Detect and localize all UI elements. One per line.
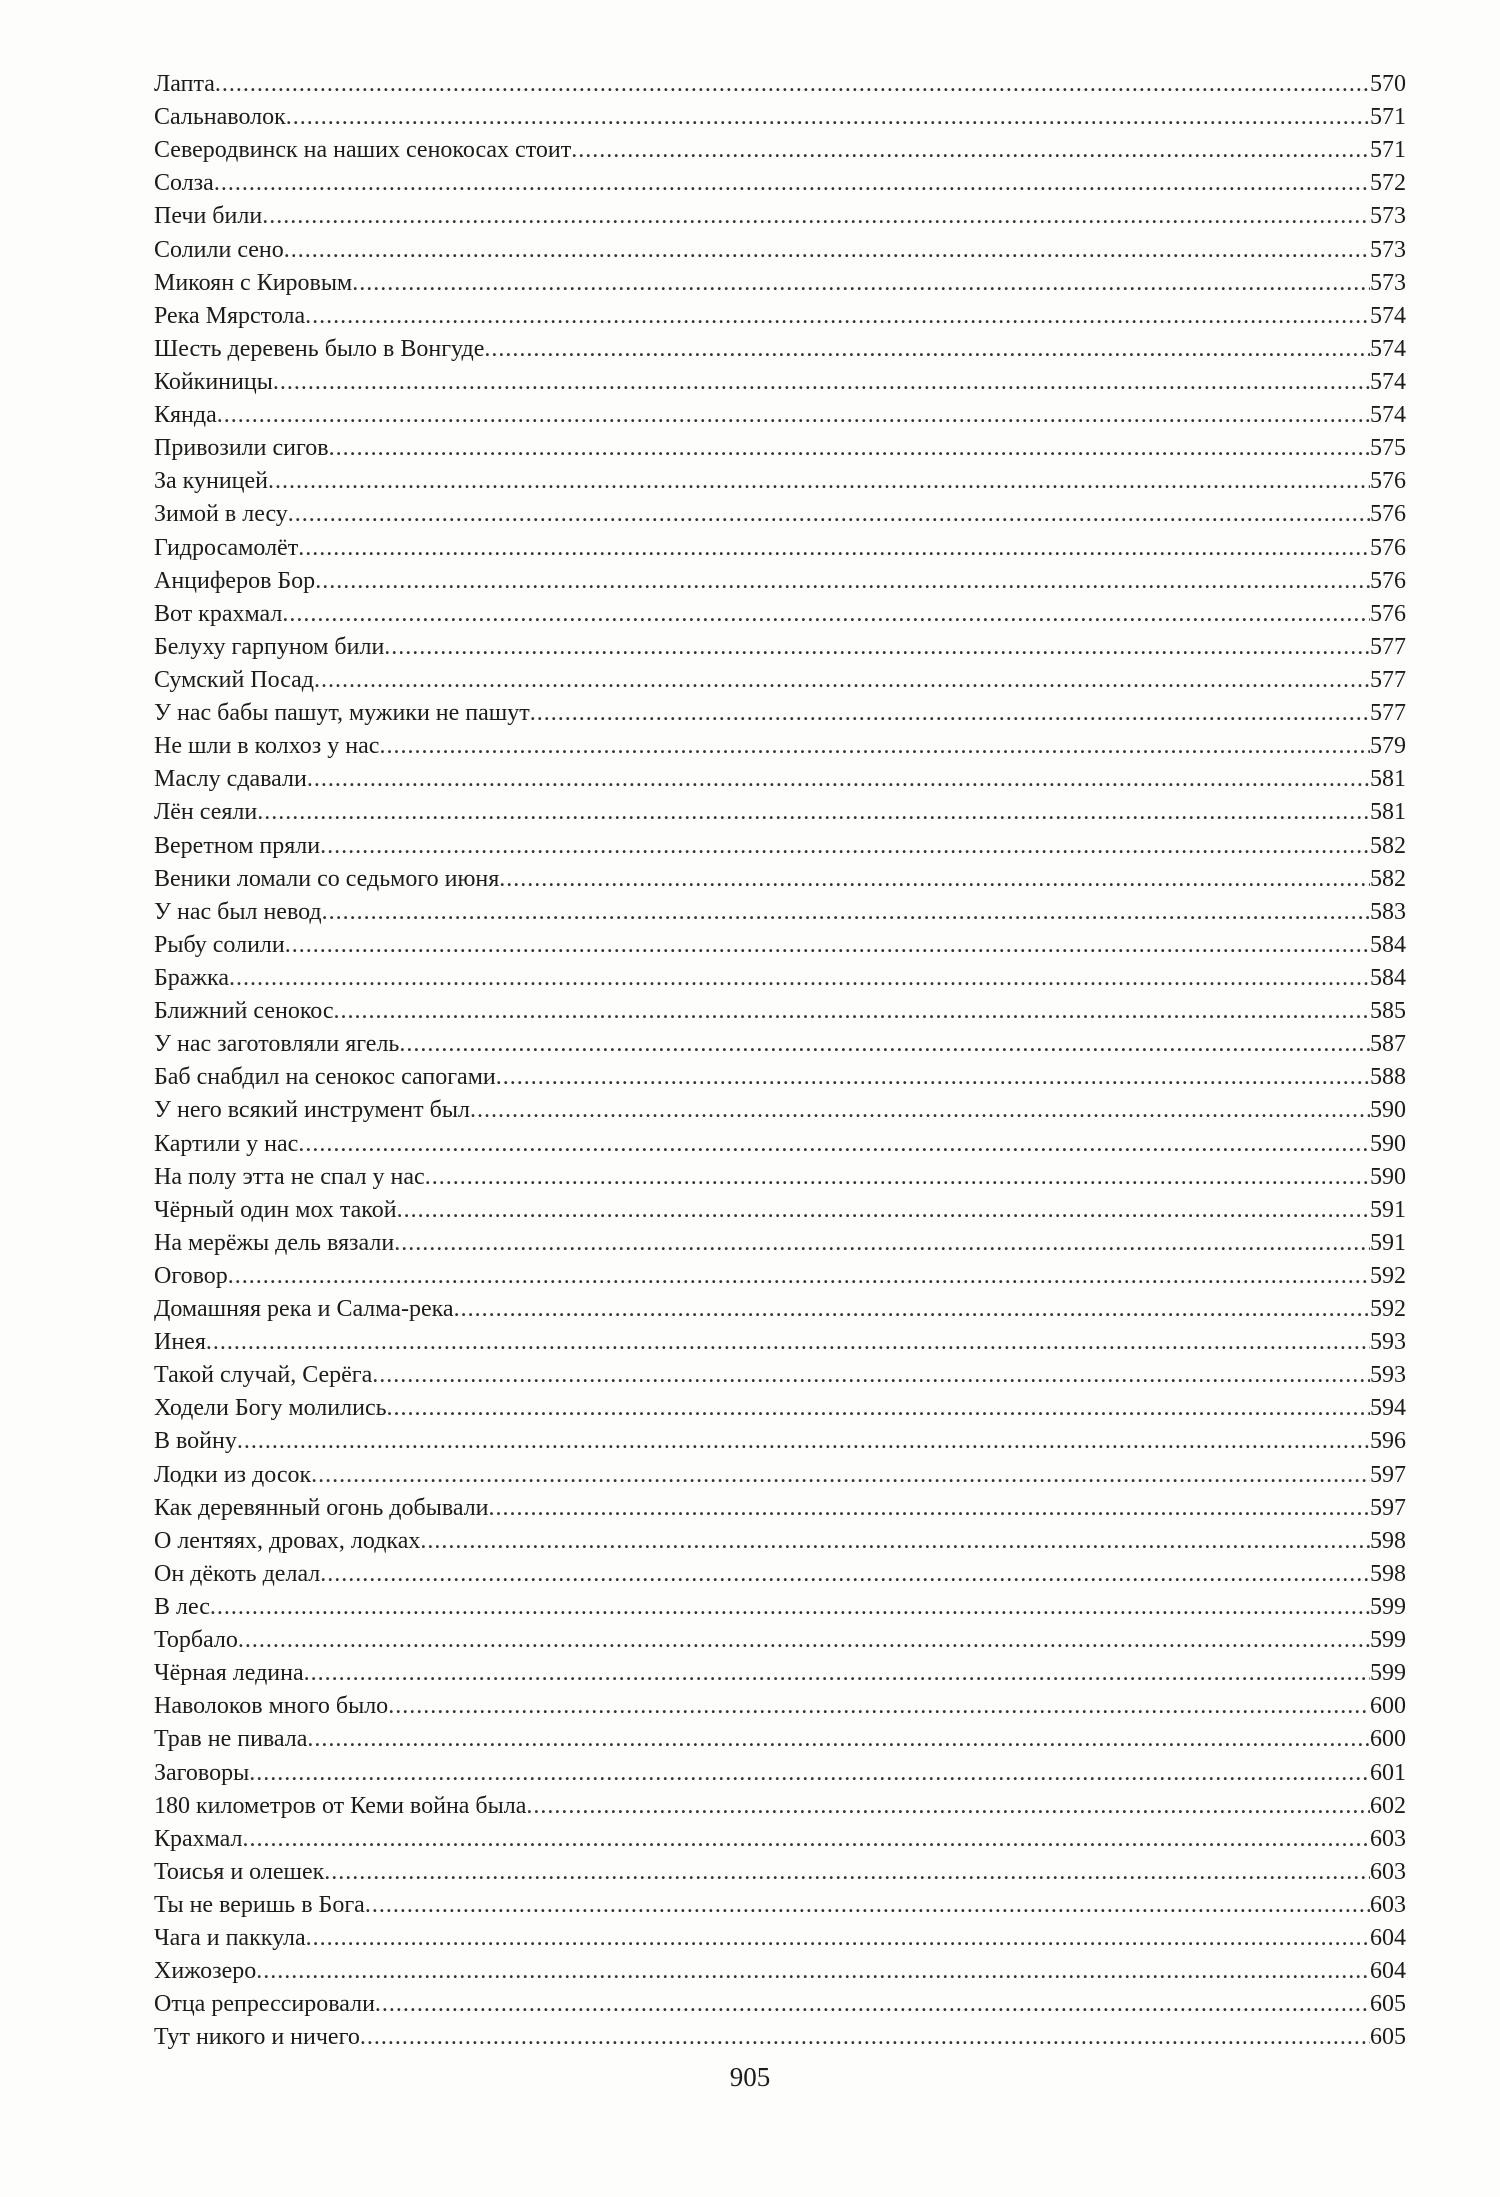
toc-entry <box>154 498 1406 531</box>
toc-entry-title: Торбало <box>154 1627 238 1654</box>
toc-entry <box>154 1094 1406 1127</box>
dot-leader <box>372 1359 1370 1392</box>
toc-entry-page: 573 <box>1370 203 1406 230</box>
toc-entry <box>154 1227 1406 1260</box>
toc-entry-title: Чага и паккула <box>154 1925 306 1952</box>
dot-leader <box>315 565 1370 598</box>
dot-leader <box>214 167 1370 200</box>
dot-leader <box>384 631 1370 664</box>
dot-leader <box>285 929 1370 962</box>
dot-leader <box>329 432 1370 465</box>
toc-entry <box>154 465 1406 498</box>
toc-entry <box>154 796 1406 829</box>
dot-leader <box>425 1161 1370 1194</box>
toc-entry-page: 594 <box>1370 1395 1406 1422</box>
toc-entry <box>154 1128 1406 1161</box>
dot-leader <box>571 134 1370 167</box>
dot-leader <box>298 532 1370 565</box>
toc-entry-title: Крахмал <box>154 1825 243 1852</box>
toc-entry-title: Печи били <box>154 203 263 230</box>
dot-leader <box>307 1723 1370 1756</box>
toc-entry-page: 576 <box>1370 534 1406 561</box>
dot-leader <box>322 896 1370 929</box>
toc-entry-page: 597 <box>1370 1494 1406 1521</box>
toc-entry <box>154 1624 1406 1657</box>
toc-entry <box>154 1161 1406 1194</box>
dot-leader <box>282 598 1370 631</box>
toc-entry <box>154 1988 1406 2021</box>
toc-entry-title: Солза <box>154 170 214 197</box>
toc-entry-title: Лодки из досок <box>154 1461 312 1488</box>
toc-entry-title: Северодвинск на наших сенокосах стоит <box>154 137 572 164</box>
toc-entry-title: Оговор <box>154 1262 228 1289</box>
toc-entry-title: Он дёкоть делал <box>154 1560 321 1587</box>
toc-entry-title: У нас заготовляли ягель <box>154 1031 400 1058</box>
toc-entry-title: Инея <box>154 1329 206 1356</box>
toc-entry <box>154 664 1406 697</box>
toc-entry-title: Трав не пивала <box>154 1726 308 1753</box>
toc-entry-title: Домашняя река и Салма-река <box>154 1296 454 1323</box>
toc-entry-page: 576 <box>1370 468 1406 495</box>
dot-leader <box>375 1988 1370 2021</box>
dot-leader <box>399 1028 1370 1061</box>
toc-entry-title: Баб снабдил на сенокос сапогами <box>154 1064 496 1091</box>
toc-entry-title: Такой случай, Серёга <box>154 1362 373 1389</box>
toc-entry-page: 601 <box>1370 1759 1406 1786</box>
toc-entry-title: Чёрный один мох такой <box>154 1196 397 1223</box>
toc-entry-page: 604 <box>1370 1925 1406 1952</box>
toc-entry-title: Койкиницы <box>154 368 273 395</box>
toc-entry-page: 583 <box>1370 898 1406 925</box>
toc-entry-title: Картили у нас <box>154 1130 299 1157</box>
dot-leader <box>394 1227 1370 1260</box>
toc-entry-page: 593 <box>1370 1329 1406 1356</box>
toc-entry-title: У него всякий инструмент был <box>154 1097 470 1124</box>
toc-entry-page: 573 <box>1370 236 1406 263</box>
toc-entry <box>154 1558 1406 1591</box>
dot-leader <box>229 962 1370 995</box>
toc-entry-title: Вот крахмал <box>154 600 283 627</box>
toc-entry-page: 584 <box>1370 964 1406 991</box>
toc-entry-page: 592 <box>1370 1262 1406 1289</box>
toc-entry <box>154 830 1406 863</box>
table-of-contents <box>154 68 1406 2055</box>
toc-entry <box>154 1525 1406 1558</box>
dot-leader <box>360 2021 1370 2054</box>
dot-leader <box>397 1194 1370 1227</box>
toc-entry-title: Рыбу солили <box>154 931 285 958</box>
toc-entry-page: 581 <box>1370 766 1406 793</box>
toc-entry <box>154 2021 1406 2054</box>
toc-entry-title: Привозили сигов <box>154 435 329 462</box>
dot-leader <box>314 664 1370 697</box>
dot-leader <box>526 1790 1370 1823</box>
toc-entry-page: 597 <box>1370 1461 1406 1488</box>
dot-leader <box>217 399 1370 432</box>
toc-entry <box>154 234 1406 267</box>
dot-leader <box>215 68 1370 101</box>
toc-entry <box>154 1922 1406 1955</box>
toc-entry-title: На мерёжы дель вязали <box>154 1229 395 1256</box>
dot-leader <box>496 1061 1370 1094</box>
toc-entry <box>154 200 1406 233</box>
toc-entry-title: Тоисья и олешек <box>154 1858 325 1885</box>
toc-entry <box>154 366 1406 399</box>
toc-entry-page: 587 <box>1370 1031 1406 1058</box>
toc-entry-page: 603 <box>1370 1825 1406 1852</box>
dot-leader <box>249 1757 1370 1790</box>
toc-entry-page: 572 <box>1370 170 1406 197</box>
toc-entry-title: У нас бабы пашут, мужики не пашут <box>154 700 530 727</box>
toc-entry-title: Веретном пряли <box>154 832 321 859</box>
toc-entry <box>154 1889 1406 1922</box>
toc-entry-title: Заговоры <box>154 1759 250 1786</box>
toc-entry <box>154 399 1406 432</box>
toc-entry-title: Тут никого и ничего <box>154 2024 360 2051</box>
toc-entry-title: Веники ломали со седьмого июня <box>154 865 500 892</box>
toc-entry <box>154 1823 1406 1856</box>
toc-entry <box>154 1459 1406 1492</box>
toc-entry <box>154 101 1406 134</box>
toc-entry-page: 582 <box>1370 832 1406 859</box>
toc-entry <box>154 631 1406 664</box>
dot-leader <box>311 1459 1370 1492</box>
toc-entry-title: Сумский Посад <box>154 666 315 693</box>
toc-entry-page: 584 <box>1370 931 1406 958</box>
dot-leader <box>286 101 1370 134</box>
dot-leader <box>262 200 1370 233</box>
dot-leader <box>304 1657 1370 1690</box>
toc-entry-page: 570 <box>1370 71 1406 97</box>
toc-entry <box>154 863 1406 896</box>
toc-entry-page: 604 <box>1370 1958 1406 1985</box>
dot-leader <box>352 267 1370 300</box>
dot-leader <box>288 498 1370 531</box>
toc-entry-page: 573 <box>1370 269 1406 296</box>
toc-entry-title: Река Мярстола <box>154 302 306 329</box>
toc-entry-page: 600 <box>1370 1693 1406 1720</box>
dot-leader <box>206 1326 1370 1359</box>
dot-leader <box>454 1293 1370 1326</box>
dot-leader <box>387 1392 1370 1425</box>
toc-entry-page: 605 <box>1370 1991 1406 2018</box>
toc-entry <box>154 333 1406 366</box>
toc-entry <box>154 167 1406 200</box>
toc-entry <box>154 1757 1406 1790</box>
toc-entry-title: Бражка <box>154 964 229 991</box>
dot-leader <box>284 234 1370 267</box>
toc-entry-title: Как деревянный огонь добывали <box>154 1494 489 1521</box>
toc-entry <box>154 1591 1406 1624</box>
toc-entry <box>154 1723 1406 1756</box>
toc-entry-page: 576 <box>1370 567 1406 594</box>
toc-entry <box>154 1260 1406 1293</box>
toc-entry-page: 582 <box>1370 865 1406 892</box>
dot-leader <box>420 1525 1370 1558</box>
dot-leader <box>238 1624 1370 1657</box>
toc-entry-title: На полу этта не спал у нас <box>154 1163 425 1190</box>
toc-entry-page: 603 <box>1370 1892 1406 1919</box>
dot-leader <box>499 863 1370 896</box>
toc-entry <box>154 134 1406 167</box>
toc-entry-page: 596 <box>1370 1428 1406 1455</box>
toc-entry-title: Ближний сенокос <box>154 998 334 1025</box>
dot-leader <box>489 1492 1370 1525</box>
toc-entry-title: В войну <box>154 1428 237 1455</box>
dot-leader <box>307 763 1370 796</box>
toc-entry-page: 575 <box>1370 435 1406 462</box>
toc-entry-page: 577 <box>1370 633 1406 660</box>
toc-entry-page: 605 <box>1370 2024 1406 2051</box>
toc-entry-title: Чёрная ледина <box>154 1660 304 1687</box>
dot-leader <box>268 465 1370 498</box>
toc-entry-page: 577 <box>1370 700 1406 727</box>
toc-entry-title: Зимой в лесу <box>154 501 288 528</box>
toc-entry <box>154 730 1406 763</box>
dot-leader <box>324 1856 1370 1889</box>
toc-entry-title: Белуху гарпуном били <box>154 633 385 660</box>
toc-entry-title: Гидросамолёт <box>154 534 299 561</box>
toc-entry-title: Ты не веришь в Бога <box>154 1892 365 1919</box>
page-number: 905 <box>729 2062 771 2092</box>
toc-entry-page: 590 <box>1370 1097 1406 1124</box>
toc-entry <box>154 300 1406 333</box>
toc-entry <box>154 1359 1406 1392</box>
toc-entry <box>154 962 1406 995</box>
toc-entry-title: В лес <box>154 1594 210 1621</box>
toc-entry <box>154 1657 1406 1690</box>
toc-entry <box>154 896 1406 929</box>
toc-entry-title: Не шли в колхоз у нас <box>154 733 380 760</box>
toc-entry <box>154 1392 1406 1425</box>
toc-entry-page: 592 <box>1370 1296 1406 1323</box>
toc-entry-page: 574 <box>1370 302 1406 329</box>
toc-entry-title: Лапта <box>154 71 215 97</box>
toc-entry-page: 574 <box>1370 368 1406 395</box>
dot-leader <box>484 333 1370 366</box>
toc-entry-page: 603 <box>1370 1858 1406 1885</box>
toc-entry-page: 574 <box>1370 402 1406 429</box>
toc-entry <box>154 1425 1406 1458</box>
toc-entry <box>154 68 1406 101</box>
dot-leader <box>379 730 1370 763</box>
toc-entry-page: 576 <box>1370 501 1406 528</box>
toc-entry-page: 585 <box>1370 998 1406 1025</box>
toc-entry <box>154 1293 1406 1326</box>
toc-entry-page: 600 <box>1370 1726 1406 1753</box>
toc-entry-title: Шесть деревень было в Вонгуде <box>154 335 485 362</box>
toc-entry-page: 591 <box>1370 1196 1406 1223</box>
toc-entry-title: Хижозеро <box>154 1958 257 1985</box>
toc-entry-title: Маслу сдавали <box>154 766 307 793</box>
toc-entry-page: 591 <box>1370 1229 1406 1256</box>
toc-entry-page: 598 <box>1370 1527 1406 1554</box>
toc-entry-page: 599 <box>1370 1660 1406 1687</box>
toc-entry <box>154 1194 1406 1227</box>
dot-leader <box>237 1425 1370 1458</box>
toc-entry <box>154 1790 1406 1823</box>
toc-entry-title: Ходели Богу молились <box>154 1395 387 1422</box>
toc-entry <box>154 565 1406 598</box>
toc-entry-title: Солили сено <box>154 236 284 263</box>
dot-leader <box>365 1889 1370 1922</box>
toc-entry <box>154 1061 1406 1094</box>
toc-entry <box>154 1955 1406 1988</box>
toc-entry <box>154 995 1406 1028</box>
toc-entry <box>154 267 1406 300</box>
toc-entry-page: 588 <box>1370 1064 1406 1091</box>
dot-leader <box>298 1128 1370 1161</box>
toc-entry-page: 590 <box>1370 1163 1406 1190</box>
toc-entry-title: Микоян с Кировым <box>154 269 353 296</box>
dot-leader <box>470 1094 1370 1127</box>
toc-entry <box>154 1028 1406 1061</box>
dot-leader <box>320 1558 1370 1591</box>
toc-entry-page: 598 <box>1370 1560 1406 1587</box>
toc-entry-title: Наволоков много было <box>154 1693 389 1720</box>
toc-entry <box>154 1856 1406 1889</box>
dot-leader <box>320 830 1370 863</box>
toc-entry-title: За куницей <box>154 468 269 495</box>
toc-entry <box>154 598 1406 631</box>
toc-entry-page: 590 <box>1370 1130 1406 1157</box>
toc-entry <box>154 929 1406 962</box>
toc-entry-page: 599 <box>1370 1627 1406 1654</box>
toc-entry-page: 593 <box>1370 1362 1406 1389</box>
toc-entry-page: 576 <box>1370 600 1406 627</box>
toc-entry-page: 571 <box>1370 104 1406 131</box>
toc-entry-title: Отца репрессировали <box>154 1991 375 2018</box>
dot-leader <box>243 1823 1370 1856</box>
toc-entry <box>154 432 1406 465</box>
dot-leader <box>334 995 1370 1028</box>
toc-entry <box>154 697 1406 730</box>
toc-entry <box>154 1492 1406 1525</box>
toc-entry-title: Лён сеяли <box>154 799 258 826</box>
toc-entry-title: Анциферов Бор <box>154 567 316 594</box>
toc-entry-page: 577 <box>1370 666 1406 693</box>
toc-entry-page: 581 <box>1370 799 1406 826</box>
dot-leader <box>210 1591 1370 1624</box>
toc-entry-title: Кянда <box>154 402 217 429</box>
dot-leader <box>388 1690 1370 1723</box>
dot-leader <box>228 1260 1370 1293</box>
dot-leader <box>256 1955 1370 1988</box>
toc-entry-page: 579 <box>1370 733 1406 760</box>
toc-entry-title: 180 километров от Кеми война была <box>154 1792 527 1819</box>
dot-leader <box>305 300 1370 333</box>
toc-entry-title: Сальнаволок <box>154 104 286 131</box>
toc-entry <box>154 532 1406 565</box>
toc-entry-title: О лентяях, дровах, лодках <box>154 1527 421 1554</box>
dot-leader <box>530 697 1370 730</box>
toc-entry <box>154 1690 1406 1723</box>
dot-leader <box>257 796 1370 829</box>
toc-entry <box>154 763 1406 796</box>
toc-entry-title: У нас был невод <box>154 898 322 925</box>
toc-entry-page: 571 <box>1370 137 1406 164</box>
toc-entry <box>154 1326 1406 1359</box>
dot-leader <box>273 366 1370 399</box>
toc-entry-page: 574 <box>1370 335 1406 362</box>
toc-entry-page: 599 <box>1370 1594 1406 1621</box>
dot-leader <box>306 1922 1370 1955</box>
toc-entry-page: 602 <box>1370 1792 1406 1819</box>
